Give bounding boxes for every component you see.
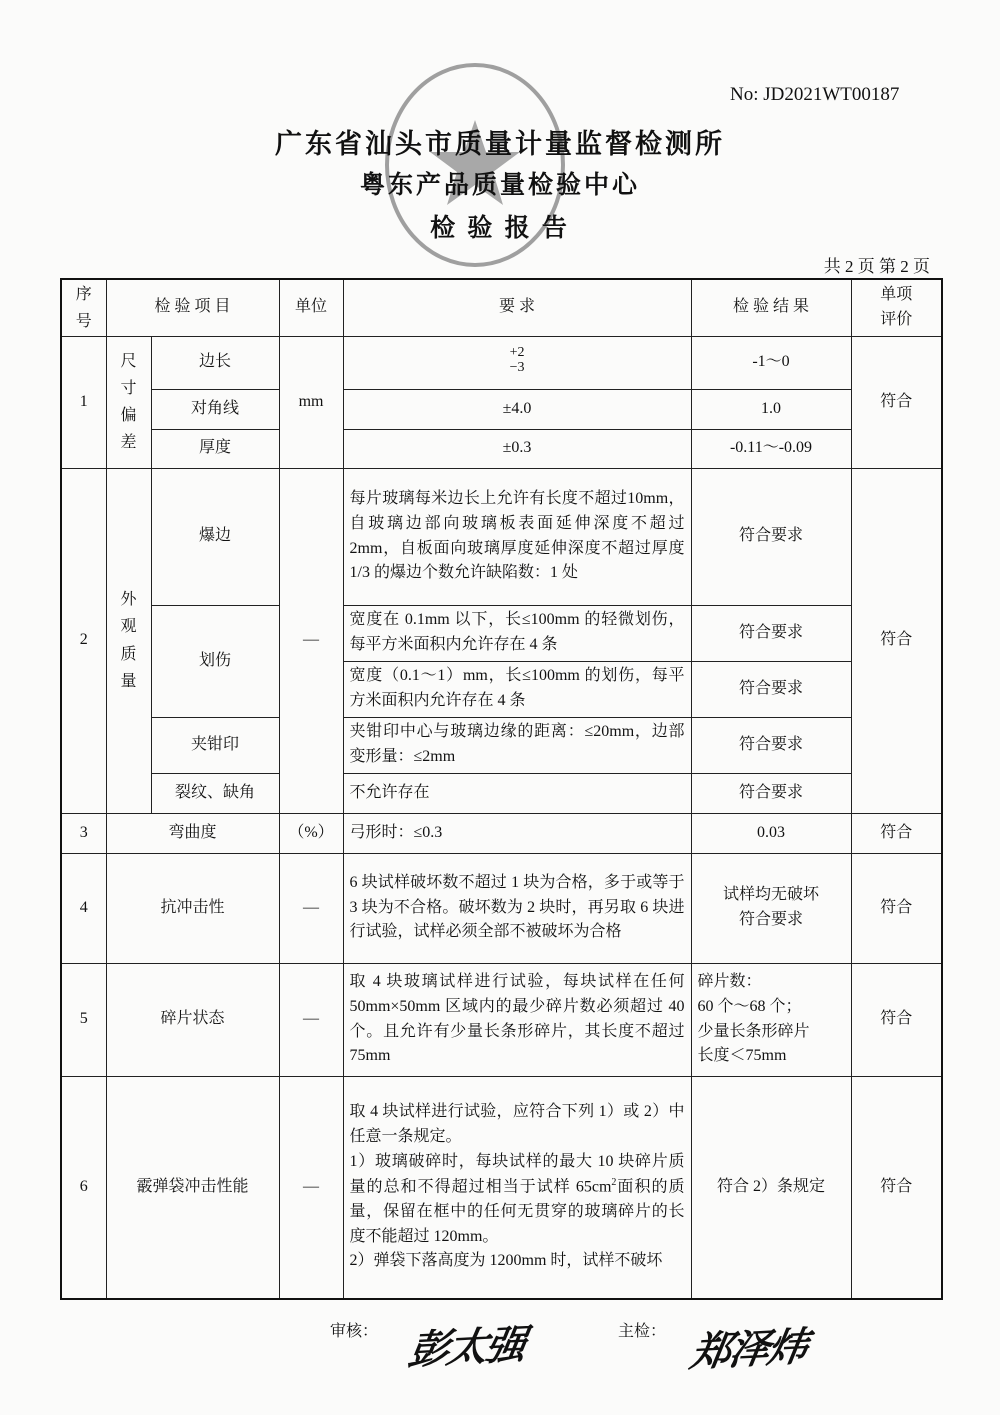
reviewer-label: 审核： — [330, 1323, 379, 1340]
requirement: 6 块试样破坏数不超过 1 块为合格，多于或等于 3 块为不合格。破坏数为 2 块时，再另取 6 块进行试验，试样必须全部不被破坏为合格 — [343, 853, 691, 963]
evaluation: 符合 — [851, 853, 942, 963]
item: 霰弹袋冲击性能 — [106, 1076, 279, 1299]
item: 夹钳印 — [151, 717, 279, 773]
evaluation: 符合 — [851, 336, 942, 468]
group-label: 外观质量 — [106, 468, 151, 813]
signature-area — [0, 1310, 1000, 1410]
result: 符合要求 — [691, 661, 851, 717]
header-no: 序号 — [61, 279, 106, 336]
evaluation: 符合 — [851, 963, 942, 1076]
inspector-signature: 郑泽炜 — [687, 1323, 810, 1376]
institute-name: 广东省汕头市质量计量监督检测所 — [275, 129, 725, 159]
result: 碎片数： 60 个～68 个； 少量长条形碎片 长度＜75mm — [691, 963, 851, 1076]
requirement: 每片玻璃每米边长上允许有长度不超过10mm，自玻璃边部向玻璃板表面延伸深度不超过2mm，自板面向玻璃厚度延伸深度不超过厚度 1/3 的爆边个数允许缺陷数：1 处 — [343, 468, 691, 605]
inspection-table — [60, 278, 943, 1300]
table-row — [61, 429, 942, 468]
result: 符合 2）条规定 — [691, 1076, 851, 1299]
result: -0.11～-0.09 — [691, 429, 851, 468]
group-label: 尺寸偏差 — [106, 336, 151, 468]
evaluation: 符合 — [851, 1076, 942, 1299]
unit: （%） — [279, 813, 343, 853]
header-result: 检 验 结 果 — [691, 279, 851, 336]
row-no: 6 — [61, 1076, 106, 1299]
table-row — [61, 468, 942, 605]
table-row — [61, 853, 942, 963]
unit: — — [279, 963, 343, 1076]
requirement: 取 4 块试样进行试验，应符合下列 1）或 2）中任意一条规定。 1）玻璃破碎时，每块试样的最大 10 块碎片质量的总和不得超过相当于试样 $65cm^2$面积的质量，保留在框中的任何无贯穿的玻璃碎片的长度不能超过 120mm。 2）弹袋下落高度为 1200mm 时，试样不破坏 — [343, 1076, 691, 1299]
reviewer-signature: 彭太强 — [405, 1321, 528, 1374]
requirement: 宽度在 0.1mm 以下，长≤100mm 的轻微划伤，每平方米面积内允许存在 4 条 — [343, 605, 691, 661]
table-row — [61, 389, 942, 429]
table-row — [61, 773, 942, 813]
report-number: No: JD2021WT00187 — [730, 84, 900, 105]
center-name: 粤东产品质量检验中心 — [359, 172, 640, 199]
requirement: ±4.0 — [343, 389, 691, 429]
item: 厚度 — [151, 429, 279, 468]
row-no: 5 — [61, 963, 106, 1076]
result: 1.0 — [691, 389, 851, 429]
row-no: 4 — [61, 853, 106, 963]
table-header — [61, 279, 942, 336]
unit: — — [279, 1076, 343, 1299]
requirement: 夹钳印中心与玻璃边缘的距离：≤20mm，边部变形量：≤2mm — [343, 717, 691, 773]
table-row — [61, 813, 942, 853]
unit: — — [279, 853, 343, 963]
header-req: 要 求 — [343, 279, 691, 336]
result: 符合要求 — [691, 605, 851, 661]
requirement: 不允许存在 — [343, 773, 691, 813]
requirement: 取 4 块玻璃试样进行试验，每块试样在任何 50mm×50mm 区域内的最少碎片数必须超过 40 个。且允许有少量长条形碎片，其长度不超过 75mm — [343, 963, 691, 1076]
row-no: 2 — [61, 468, 106, 813]
item: 碎片状态 — [106, 963, 279, 1076]
result: 符合要求 — [691, 717, 851, 773]
item: 划伤 — [151, 605, 279, 717]
item: 爆边 — [151, 468, 279, 605]
result: 0.03 — [691, 813, 851, 853]
item: 弯曲度 — [106, 813, 279, 853]
table-row — [61, 717, 942, 773]
requirement: 宽度（0.1～1）mm，长≤100mm 的划伤，每平方米面积内允许存在 4 条 — [343, 661, 691, 717]
item: 边长 — [151, 336, 279, 389]
row-no: 3 — [61, 813, 106, 853]
result: 试样均无破坏 符合要求 — [691, 853, 851, 963]
item: 裂纹、缺角 — [151, 773, 279, 813]
header-item: 检 验 项 目 — [106, 279, 279, 336]
unit: mm — [279, 336, 343, 468]
report-title: 检 验 报 告 — [430, 215, 570, 242]
evaluation: 符合 — [851, 468, 942, 813]
row-no: 1 — [61, 336, 106, 468]
header-eval: 单项评价 — [851, 279, 942, 336]
result: 符合要求 — [691, 468, 851, 605]
requirement: ±0.3 — [343, 429, 691, 468]
requirement: +2 −3 — [343, 336, 691, 389]
result: 符合要求 — [691, 773, 851, 813]
table-row — [61, 963, 942, 1076]
unit: — — [279, 468, 343, 813]
page-indicator: 共 2 页 第 2 页 — [823, 257, 930, 276]
table-row — [61, 336, 942, 389]
inspector-label: 主检： — [618, 1323, 667, 1340]
header-unit: 单位 — [279, 279, 343, 336]
item: 对角线 — [151, 389, 279, 429]
result: -1～0 — [691, 336, 851, 389]
table-row — [61, 605, 942, 661]
evaluation: 符合 — [851, 813, 942, 853]
table-row — [61, 1076, 942, 1299]
requirement: 弓形时：≤0.3 — [343, 813, 691, 853]
item: 抗冲击性 — [106, 853, 279, 963]
